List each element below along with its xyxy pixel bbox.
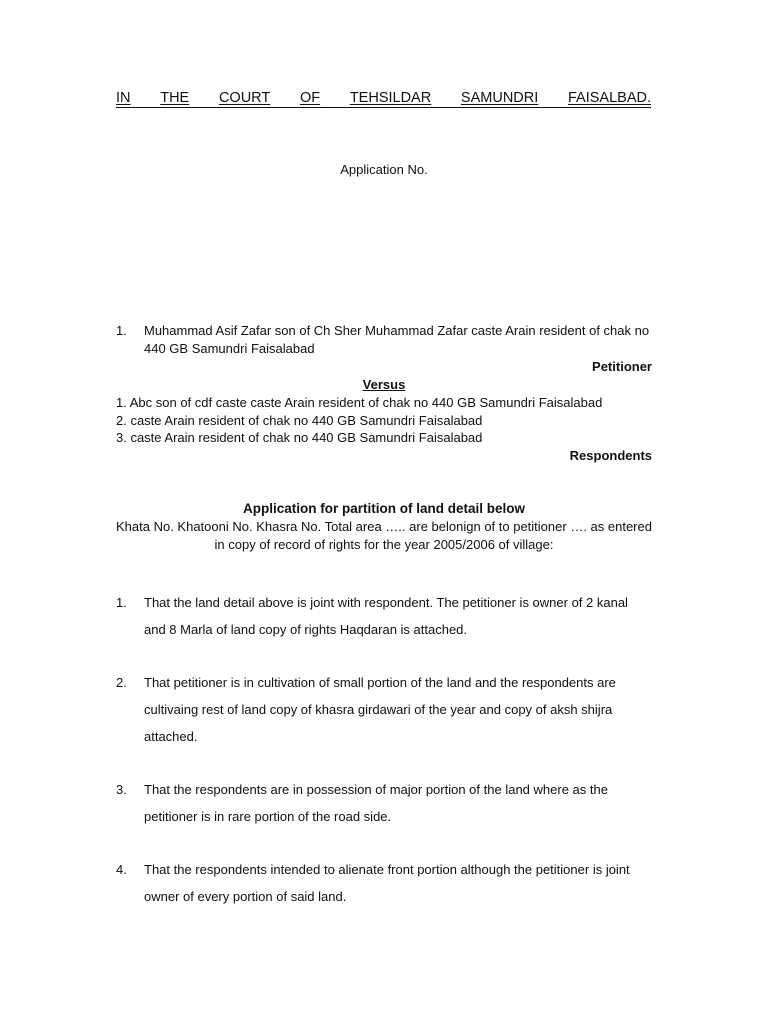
court-title-word: FAISALBAD. bbox=[567, 90, 651, 106]
court-title-word: OF bbox=[299, 90, 321, 106]
petitioner-label: Petitioner bbox=[592, 359, 652, 374]
court-title-word: IN bbox=[116, 90, 131, 106]
paragraph-text: That petitioner is in cultivation of small portion of the land and the respondents are cultivaing rest of land copy of khasra girdawari of the year and copy of aksh shijra attached. bbox=[144, 675, 616, 744]
parties-section bbox=[116, 322, 652, 465]
court-title-word: TEHSILDAR bbox=[349, 90, 432, 106]
paragraph-item bbox=[116, 856, 652, 910]
paragraph-item bbox=[116, 589, 652, 643]
paragraph-number: 1. bbox=[116, 595, 127, 610]
court-title-word: THE bbox=[160, 90, 190, 106]
versus-label: Versus bbox=[362, 377, 406, 392]
application-title: Application for partition of land detail below bbox=[243, 501, 525, 516]
court-title-word: COURT bbox=[218, 90, 271, 106]
application-number: Application No. bbox=[340, 162, 428, 177]
respondent-item: 1. Abc son of cdf caste caste Arain resident of chak no 440 GB Samundri Faisalabad bbox=[116, 395, 603, 410]
paragraph-text: That the respondents are in possession of major portion of the land where as the petitioner is in rare portion of the road side. bbox=[144, 782, 608, 824]
paragraph-text: That the land detail above is joint with respondent. The petitioner is owner of 2 kanal and 8 Marla of land copy of rights Haqdaran is attached. bbox=[144, 595, 628, 637]
paragraph-item bbox=[116, 776, 652, 830]
paragraph-number: 3. bbox=[116, 782, 127, 797]
court-title-word: SAMUNDRI bbox=[460, 90, 539, 106]
paragraph-item bbox=[116, 669, 652, 750]
respondents-label: Respondents bbox=[569, 447, 652, 463]
paragraph-number: 4. bbox=[116, 862, 127, 877]
paragraph-list bbox=[116, 589, 652, 936]
respondent-item: 2. caste Arain resident of chak no 440 GB Samundri Faisalabad bbox=[116, 412, 483, 428]
petitioner-text: Muhammad Asif Zafar son of Ch Sher Muhammad Zafar caste Arain resident of chak no 440 GB Samundri Faisalabad bbox=[144, 323, 650, 356]
petitioner-number: 1. bbox=[116, 323, 127, 338]
court-title bbox=[116, 89, 651, 108]
application-description: Khata No. Khatooni No. Khasra No. Total area ….. are belonign of to petitioner …. as entered in copy of record of rights for the year 2005/2006 of village: bbox=[116, 519, 652, 552]
petitioner-item bbox=[116, 322, 652, 358]
paragraph-text: That the respondents intended to alienate front portion although the petitioner is joint owner of every portion of said land. bbox=[144, 862, 630, 904]
respondent-item: 3. caste Arain resident of chak no 440 GB Samundri Faisalabad bbox=[116, 430, 483, 445]
paragraph-number: 2. bbox=[116, 675, 127, 690]
